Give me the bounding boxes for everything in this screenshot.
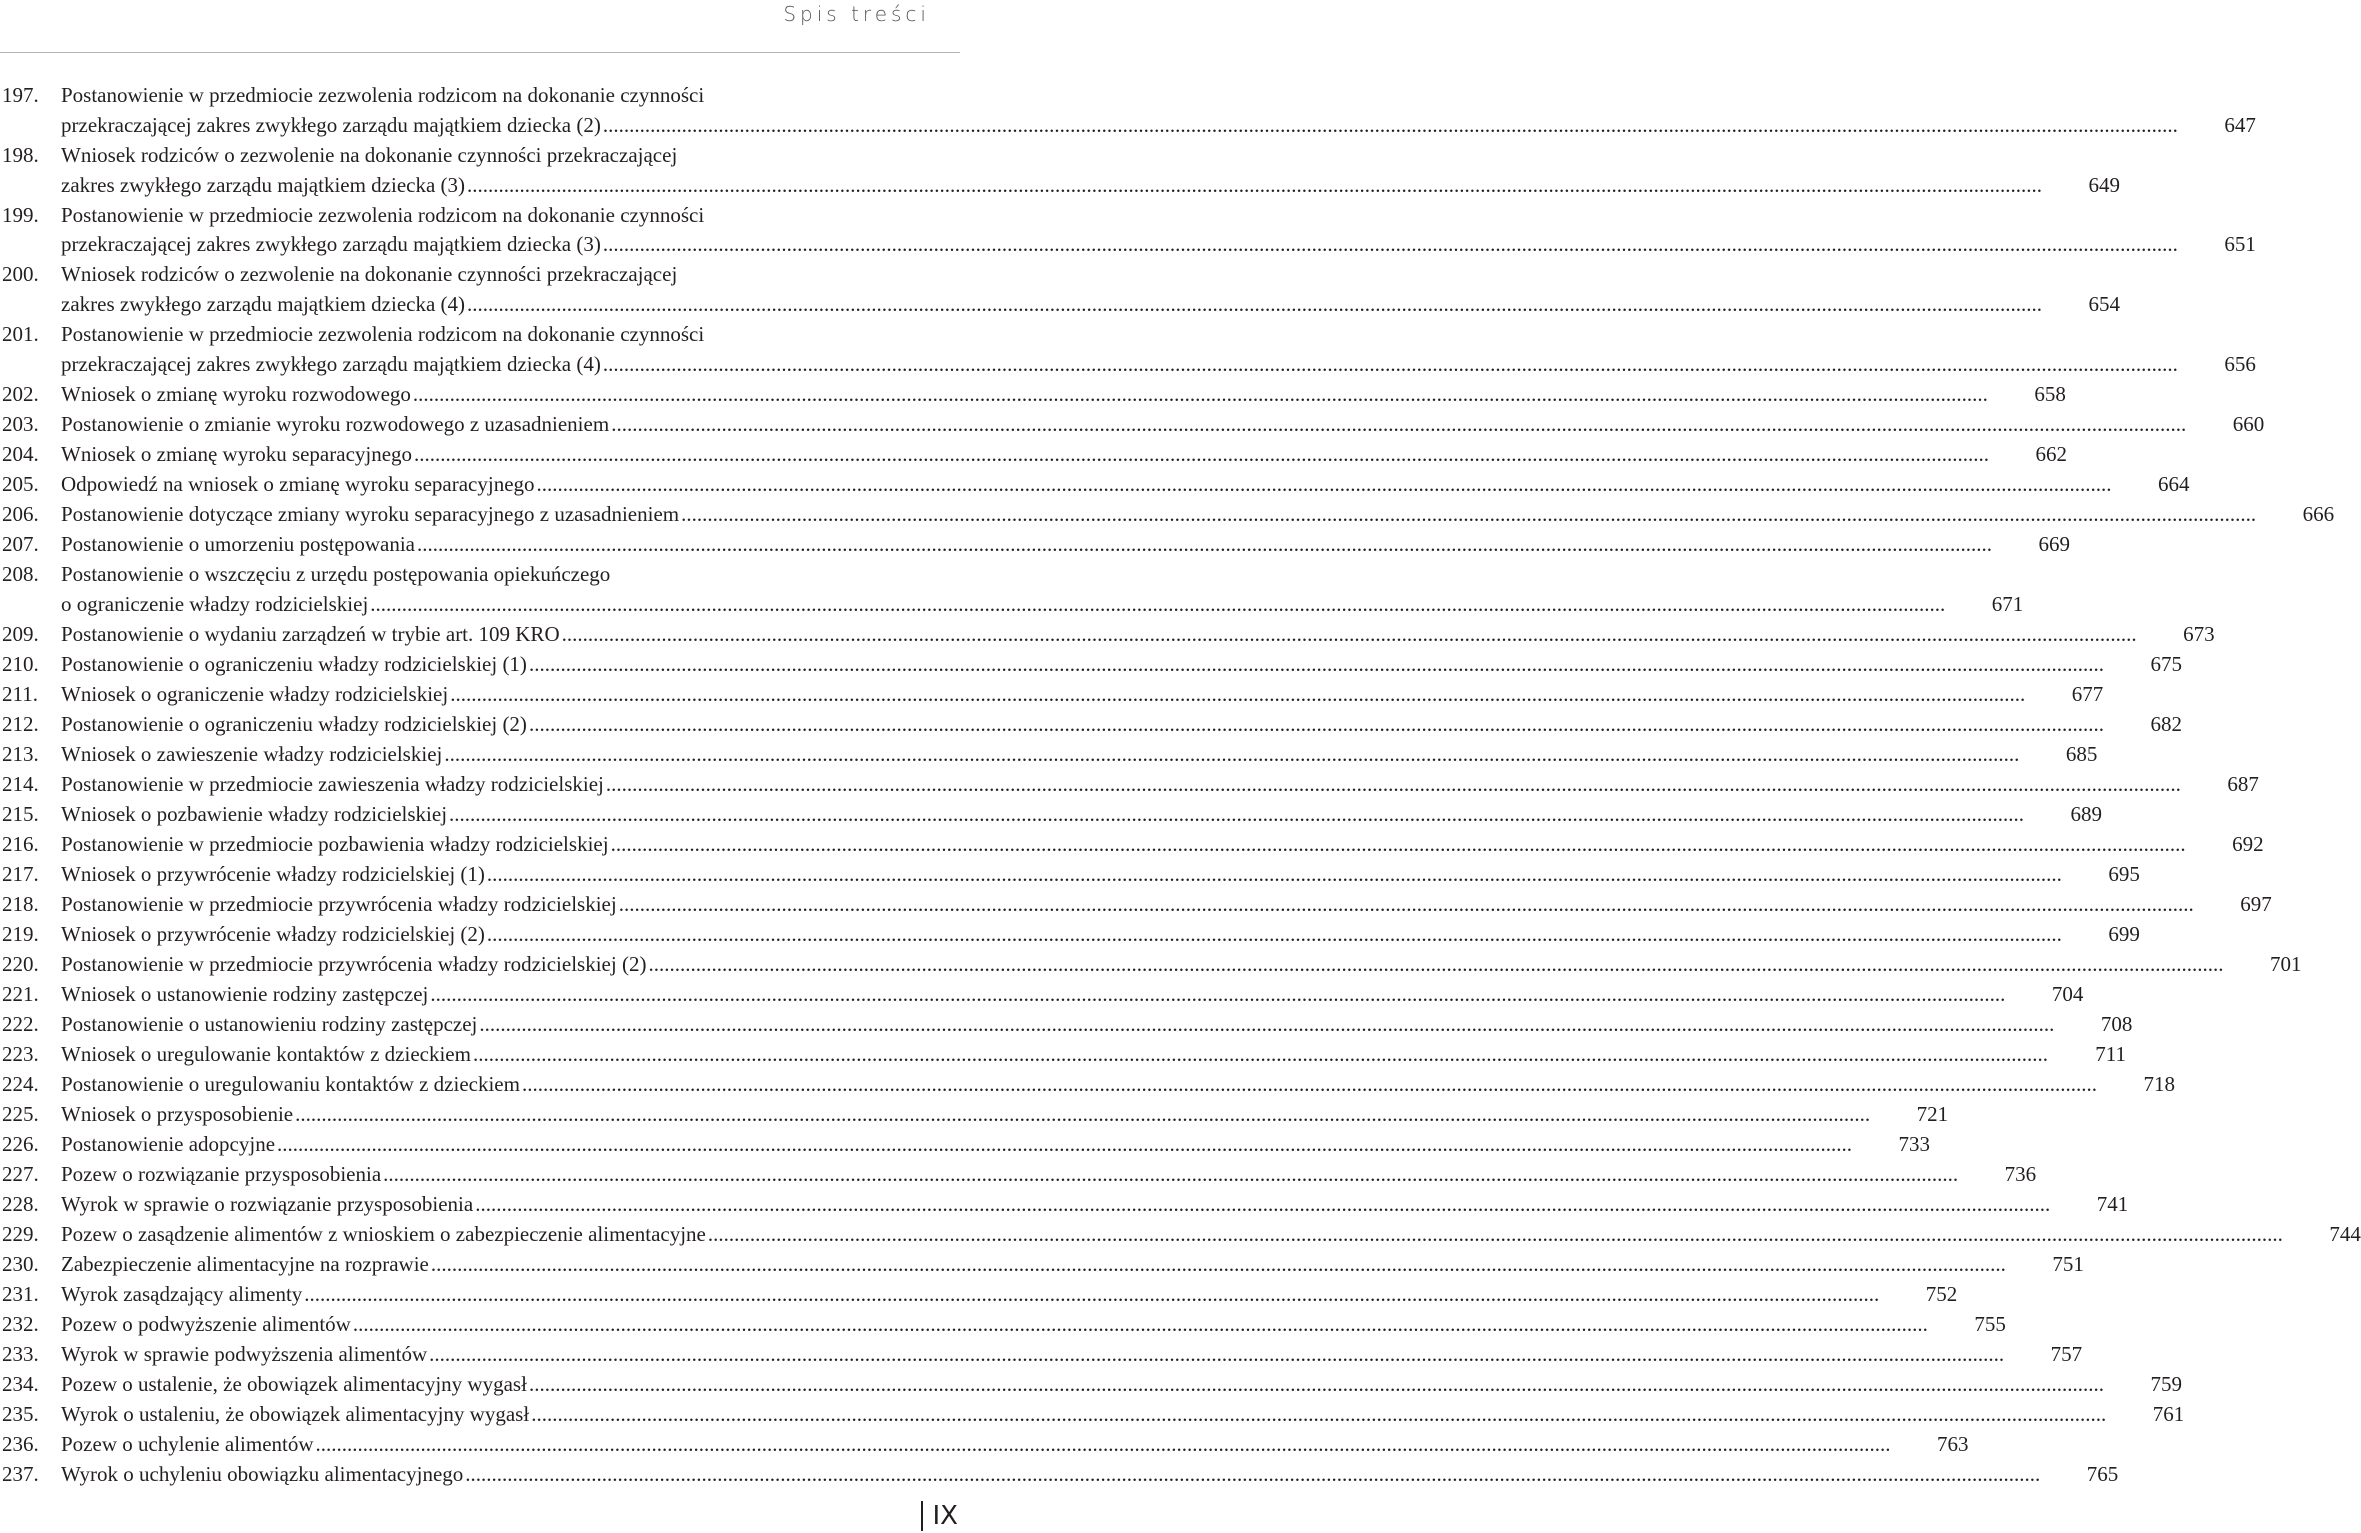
- entry-title-line: Odpowiedź na wniosek o zmianę wyroku separacyjnego: [61, 471, 535, 496]
- entry-title-line: Wniosek o zmianę wyroku rozwodowego: [61, 381, 411, 406]
- entry-last-line: [61, 830, 2264, 860]
- page-number: 765: [2086, 1461, 2119, 1486]
- dot-leader: ............................................................................................................................................................................................................................................................................................................: [465, 1461, 2041, 1486]
- toc-entry[interactable]: [2, 410, 2265, 440]
- dot-leader: ............................................................................................................................................................................................................................................................................................................: [414, 441, 1990, 466]
- dot-leader: ............................................................................................................................................................................................................................................................................................................: [479, 1011, 2055, 1036]
- running-header: Spis treści: [783, 2, 930, 26]
- page-number: 759: [2150, 1371, 2182, 1396]
- toc-entry[interactable]: [2, 680, 2104, 710]
- entry-title-line: Postanowienie adopcyjne: [61, 1131, 276, 1156]
- toc-entry[interactable]: [2, 1010, 2133, 1040]
- entry-title-line: Wniosek rodziców o zezwolenie na dokonanie czynności przekraczającej: [61, 142, 678, 167]
- entry-number: 202.: [2, 381, 39, 406]
- entry-body: [61, 440, 2068, 470]
- page-number: 662: [2035, 441, 2068, 466]
- entry-body: [61, 320, 2256, 380]
- page-number: 744: [2329, 1221, 2361, 1246]
- entry-title-line: Wniosek o przysposobienie: [61, 1101, 294, 1126]
- entry-number: 227.: [2, 1161, 39, 1186]
- page-number: 708: [2100, 1011, 2133, 1036]
- dot-leader: ............................................................................................................................................................................................................................................................................................................: [467, 172, 2043, 197]
- page-number: 651: [2224, 232, 2256, 257]
- page-number: 671: [1991, 591, 2024, 616]
- entry-body: [61, 740, 2098, 770]
- dot-leader: ............................................................................................................................................................................................................................................................................................................: [521, 1071, 2097, 1096]
- dot-leader: ............................................................................................................................................................................................................................................................................................................: [602, 112, 2178, 137]
- toc-entry[interactable]: [2, 1310, 2006, 1340]
- entry-title-line: Wniosek o zmianę wyroku separacyjnego: [61, 441, 413, 466]
- page-number: 695: [2108, 861, 2140, 886]
- toc-entry[interactable]: [2, 260, 2121, 320]
- entry-number: 216.: [2, 831, 39, 856]
- page-number: 677: [2071, 681, 2104, 706]
- entry-last-line: [61, 680, 2104, 710]
- toc-entry[interactable]: [2, 980, 2084, 1010]
- page-number: 664: [2158, 471, 2190, 496]
- entry-number: 203.: [2, 411, 39, 436]
- entry-body: [61, 1370, 2182, 1400]
- toc-entry[interactable]: [2, 380, 2066, 410]
- toc-entry[interactable]: [2, 830, 2264, 860]
- dot-leader: ............................................................................................................................................................................................................................................................................................................: [304, 1281, 1880, 1306]
- toc-entry[interactable]: [2, 1160, 2037, 1190]
- entry-title-line: Wyrok zasądzający alimenty: [61, 1281, 303, 1306]
- entry-number: 205.: [2, 471, 39, 496]
- dot-leader: ............................................................................................................................................................................................................................................................................................................: [450, 681, 2026, 706]
- dot-leader: ............................................................................................................................................................................................................................................................................................................: [707, 1221, 2283, 1246]
- entry-number: 232.: [2, 1311, 39, 1336]
- entry-body: [61, 1070, 2175, 1100]
- page-number: 718: [2143, 1071, 2175, 1096]
- page-number: 660: [2232, 411, 2265, 436]
- page-number: 666: [2302, 501, 2335, 526]
- entry-last-line: [61, 950, 2302, 980]
- entry-number: 222.: [2, 1011, 39, 1036]
- entry-title-line: Wniosek o przywrócenie władzy rodzicielskiej (2): [61, 921, 485, 946]
- page-number: 761: [2152, 1401, 2185, 1426]
- entry-title-line: Pozew o ustalenie, że obowiązek alimentacyjny wygasł: [61, 1371, 527, 1396]
- entry-last-line: [61, 620, 2215, 650]
- dot-leader: ............................................................................................................................................................................................................................................................................................................: [561, 621, 2137, 646]
- entry-body: [61, 980, 2084, 1010]
- entry-number: 206.: [2, 501, 39, 526]
- toc-entry[interactable]: [2, 860, 2140, 890]
- entry-number: 204.: [2, 441, 39, 466]
- entry-number: 209.: [2, 621, 39, 646]
- entry-title-line: Postanowienie w przedmiocie zezwolenia rodzicom na dokonanie czynności: [61, 202, 705, 227]
- entry-last-line: [61, 770, 2259, 800]
- entry-body: [61, 800, 2103, 830]
- page-number: 699: [2108, 921, 2140, 946]
- dot-leader: ............................................................................................................................................................................................................................................................................................................: [295, 1101, 1871, 1126]
- page-number: 736: [2004, 1161, 2037, 1186]
- page-number: 673: [2183, 621, 2215, 646]
- entry-last-line: [61, 890, 2272, 920]
- entry-last-line: [61, 380, 2066, 410]
- entry-title-line: Wniosek o zawieszenie władzy rodzicielskiej: [61, 741, 443, 766]
- entry-number: 234.: [2, 1371, 39, 1396]
- toc-entry[interactable]: [2, 81, 2256, 141]
- page-number: 733: [1898, 1131, 1931, 1156]
- entry-body: [61, 770, 2259, 800]
- entry-last-line: [61, 1010, 2133, 1040]
- entry-number: 214.: [2, 771, 39, 796]
- entry-body: [61, 860, 2140, 890]
- entry-number: 236.: [2, 1431, 39, 1456]
- entry-last-line: [61, 500, 2335, 530]
- entry-title-line: Postanowienie w przedmiocie pozbawienia władzy rodzicielskiej: [61, 831, 609, 856]
- entry-body: [61, 560, 2024, 620]
- toc-entry[interactable]: [2, 530, 2071, 560]
- toc-entry[interactable]: [2, 1340, 2083, 1370]
- dot-leader: ............................................................................................................................................................................................................................................................................................................: [417, 531, 1993, 556]
- entry-title-line: zakres zwykłego zarządu majątkiem dziecka (3): [61, 172, 466, 197]
- header-rule: [0, 52, 960, 53]
- entry-last-line: [61, 1310, 2006, 1340]
- dot-leader: ............................................................................................................................................................................................................................................................................................................: [618, 891, 2194, 916]
- entry-number: 225.: [2, 1101, 39, 1126]
- entry-title-line: Pozew o rozwiązanie przysposobienia: [61, 1161, 382, 1186]
- entry-title-line: Postanowienie o ograniczeniu władzy rodzicielskiej (2): [61, 711, 527, 736]
- entry-title-line: Postanowienie o wydaniu zarządzeń w trybie art. 109 KRO: [61, 621, 560, 646]
- dot-leader: ............................................................................................................................................................................................................................................................................................................: [444, 741, 2020, 766]
- entry-title-line: Postanowienie dotyczące zmiany wyroku separacyjnego z uzasadnieniem: [61, 501, 680, 526]
- entry-body: [61, 1100, 1949, 1130]
- entry-title-line: Pozew o zasądzenie alimentów z wnioskiem o zabezpieczenie alimentacyjne: [61, 1221, 706, 1246]
- entry-number: 224.: [2, 1071, 39, 1096]
- table-of-contents: [2, 81, 2361, 1490]
- entry-number: 230.: [2, 1251, 39, 1276]
- entry-last-line: [61, 1100, 1949, 1130]
- entry-number: 229.: [2, 1221, 39, 1246]
- entry-body: [61, 201, 2256, 261]
- page-number: 751: [2052, 1251, 2084, 1276]
- toc-entry[interactable]: [2, 950, 2302, 980]
- entry-body: [61, 1130, 1931, 1160]
- entry-number: 217.: [2, 861, 39, 886]
- entry-number: 215.: [2, 801, 39, 826]
- entry-title-line: Postanowienie w przedmiocie przywrócenia władzy rodzicielskiej: [61, 891, 617, 916]
- page-number: 654: [2088, 292, 2121, 316]
- entry-title-line: Pozew o uchylenie alimentów: [61, 1431, 314, 1456]
- entry-title-line: Wyrok w sprawie podwyższenia alimentów: [61, 1341, 428, 1366]
- toc-entry[interactable]: [2, 1220, 2361, 1250]
- entry-number: 228.: [2, 1191, 39, 1216]
- entry-title-line: o ograniczenie władzy rodzicielskiej: [61, 591, 369, 616]
- toc-entry[interactable]: [2, 1430, 1969, 1460]
- entry-body: [61, 380, 2066, 410]
- entry-last-line: [61, 1160, 2037, 1190]
- entry-title-line: Postanowienie o uregulowaniu kontaktów z dzieckiem: [61, 1071, 520, 1096]
- entry-title-line: Postanowienie o ograniczeniu władzy rodzicielskiej (1): [61, 651, 527, 676]
- page-number: 647: [2224, 112, 2256, 137]
- entry-last-line: [61, 290, 2121, 320]
- entry-last-line: [61, 171, 2121, 201]
- entry-last-line: [61, 1250, 2084, 1280]
- toc-entry[interactable]: [2, 1250, 2084, 1280]
- entry-last-line: [61, 1070, 2175, 1100]
- entry-title-line: Postanowienie o zmianie wyroku rozwodowego z uzasadnieniem: [61, 411, 610, 436]
- dot-leader: ............................................................................................................................................................................................................................................................................................................: [315, 1431, 1891, 1456]
- page-folio: IX: [921, 1501, 958, 1531]
- page-number: 757: [2050, 1341, 2083, 1366]
- entry-body: [61, 1220, 2361, 1250]
- page-number: 656: [2224, 351, 2256, 376]
- dot-leader: ............................................................................................................................................................................................................................................................................................................: [531, 1401, 2107, 1426]
- toc-entry[interactable]: [2, 141, 2121, 201]
- entry-body: [61, 620, 2215, 650]
- entry-title-line: Postanowienie o wszczęciu z urzędu postępowania opiekuńczego: [61, 561, 611, 586]
- entry-title-line: zakres zwykłego zarządu majątkiem dziecka (4): [61, 292, 466, 316]
- entry-number: 226.: [2, 1131, 39, 1156]
- entry-number: 210.: [2, 651, 39, 676]
- entry-last-line: [61, 410, 2265, 440]
- entry-last-line: [61, 590, 2024, 620]
- entry-number: 218.: [2, 891, 39, 916]
- entry-title-line: Postanowienie w przedmiocie przywrócenia władzy rodzicielskiej (2): [61, 951, 647, 976]
- page-number: 675: [2150, 651, 2182, 676]
- entry-last-line: [61, 440, 2068, 470]
- entry-last-line: [61, 530, 2071, 560]
- entry-title-line: Postanowienie o umorzeniu postępowania: [61, 531, 416, 556]
- entry-title-line: Postanowienie w przedmiocie zezwolenia rodzicom na dokonanie czynności: [61, 83, 705, 107]
- entry-body: [61, 81, 2256, 141]
- entry-number: 213.: [2, 741, 39, 766]
- toc-entry[interactable]: [2, 620, 2215, 650]
- entry-title-line: Pozew o podwyższenie alimentów: [61, 1311, 351, 1336]
- page-number: 721: [1916, 1101, 1949, 1126]
- entry-body: [61, 680, 2104, 710]
- dot-leader: ............................................................................................................................................................................................................................................................................................................: [610, 831, 2186, 856]
- entry-title-line: Wniosek rodziców o zezwolenie na dokonanie czynności przekraczającej: [61, 262, 678, 287]
- entry-body: [61, 1250, 2084, 1280]
- entry-body: [61, 500, 2335, 530]
- dot-leader: ............................................................................................................................................................................................................................................................................................................: [602, 232, 2178, 257]
- entry-title-line: Wniosek o uregulowanie kontaktów z dzieckiem: [61, 1041, 471, 1066]
- entry-number: 200.: [2, 262, 39, 287]
- dot-leader: ............................................................................................................................................................................................................................................................................................................: [605, 771, 2181, 796]
- toc-entry[interactable]: [2, 1130, 1931, 1160]
- dot-leader: ............................................................................................................................................................................................................................................................................................................: [352, 1311, 1928, 1336]
- entry-number: 219.: [2, 921, 39, 946]
- dot-leader: ............................................................................................................................................................................................................................................................................................................: [611, 411, 2187, 436]
- dot-leader: ............................................................................................................................................................................................................................................................................................................: [472, 1041, 2048, 1066]
- entry-number: 233.: [2, 1341, 39, 1366]
- entry-number: 201.: [2, 322, 39, 346]
- toc-entry[interactable]: [2, 890, 2272, 920]
- entry-number: 220.: [2, 951, 39, 976]
- entry-number: 208.: [2, 561, 39, 586]
- entry-last-line: [61, 230, 2256, 260]
- entry-title-line: Postanowienie w przedmiocie zawieszenia władzy rodzicielskiej: [61, 771, 604, 796]
- dot-leader: ............................................................................................................................................................................................................................................................................................................: [467, 292, 2043, 316]
- toc-entry[interactable]: [2, 500, 2335, 530]
- entry-title-line: Postanowienie o ustanowieniu rodziny zastępczej: [61, 1011, 478, 1036]
- entry-last-line: [61, 1040, 2126, 1070]
- entry-body: [61, 1430, 1969, 1460]
- dot-leader: ............................................................................................................................................................................................................................................................................................................: [277, 1131, 1853, 1156]
- toc-entry[interactable]: [2, 1190, 2129, 1220]
- toc-entry[interactable]: [2, 1100, 1949, 1130]
- entry-last-line: [61, 111, 2256, 141]
- entry-last-line: [61, 1370, 2182, 1400]
- dot-leader: ............................................................................................................................................................................................................................................................................................................: [486, 921, 2062, 946]
- entry-number: 221.: [2, 981, 39, 1006]
- entry-title-line: Wyrok w sprawie o rozwiązanie przysposobienia: [61, 1191, 474, 1216]
- page-number: 752: [1925, 1281, 1958, 1306]
- entry-body: [61, 1400, 2185, 1430]
- dot-leader: ............................................................................................................................................................................................................................................................................................................: [648, 951, 2224, 976]
- toc-entry[interactable]: [2, 560, 2024, 620]
- entry-last-line: [61, 740, 2098, 770]
- entry-last-line: [61, 1220, 2361, 1250]
- entry-number: 211.: [2, 681, 38, 706]
- dot-leader: ............................................................................................................................................................................................................................................................................................................: [429, 1341, 2005, 1366]
- page-number: 649: [2088, 172, 2121, 197]
- toc-entry[interactable]: [2, 1040, 2126, 1070]
- entry-last-line: [61, 350, 2256, 380]
- entry-title-line: Wniosek o pozbawienie władzy rodzicielskiej: [61, 801, 448, 826]
- entry-title-line: Wniosek o przywrócenie władzy rodzicielskiej (1): [61, 861, 485, 886]
- entry-last-line: [61, 920, 2140, 950]
- page-number: 697: [2240, 891, 2272, 916]
- toc-entry[interactable]: [2, 1370, 2182, 1400]
- entry-body: [61, 1460, 2119, 1490]
- entry-body: [61, 1160, 2037, 1190]
- dot-leader: ............................................................................................................................................................................................................................................................................................................: [528, 711, 2104, 736]
- entry-last-line: [61, 1130, 1931, 1160]
- page-number: 682: [2150, 711, 2182, 736]
- entry-number: 197.: [2, 83, 39, 107]
- entry-body: [61, 710, 2182, 740]
- dot-leader: ............................................................................................................................................................................................................................................................................................................: [602, 351, 2178, 376]
- entry-body: [61, 1040, 2126, 1070]
- toc-entry[interactable]: [2, 470, 2190, 500]
- page-number: 658: [2034, 381, 2066, 406]
- toc-entry[interactable]: [2, 440, 2068, 470]
- page-number: 704: [2051, 981, 2084, 1006]
- page-number: 669: [2038, 531, 2071, 556]
- entry-body: [61, 950, 2302, 980]
- entry-body: [61, 1010, 2133, 1040]
- dot-leader: ............................................................................................................................................................................................................................................................................................................: [486, 861, 2062, 886]
- entry-last-line: [61, 860, 2140, 890]
- toc-entry[interactable]: [2, 1460, 2119, 1490]
- entry-title-line: Zabezpieczenie alimentacyjne na rozprawie: [61, 1251, 429, 1276]
- page-number: 755: [1974, 1311, 2006, 1336]
- entry-title-line: Wyrok o uchyleniu obowiązku alimentacyjnego: [61, 1461, 464, 1486]
- toc-entry[interactable]: [2, 710, 2182, 740]
- dot-leader: ............................................................................................................................................................................................................................................................................................................: [536, 471, 2112, 496]
- entry-body: [61, 530, 2071, 560]
- toc-entry[interactable]: [2, 800, 2103, 830]
- entry-body: [61, 890, 2272, 920]
- entry-last-line: [61, 1400, 2185, 1430]
- dot-leader: ............................................................................................................................................................................................................................................................................................................: [370, 591, 1946, 616]
- entry-last-line: [61, 470, 2190, 500]
- entry-body: [61, 920, 2140, 950]
- entry-body: [61, 1280, 1958, 1310]
- toc-entry[interactable]: [2, 201, 2256, 261]
- dot-leader: ............................................................................................................................................................................................................................................................................................................: [412, 381, 1988, 406]
- dot-leader: ............................................................................................................................................................................................................................................................................................................: [475, 1191, 2051, 1216]
- page-number: 741: [2096, 1191, 2129, 1216]
- toc-entry[interactable]: [2, 650, 2182, 680]
- entry-number: 235.: [2, 1401, 39, 1426]
- toc-entry[interactable]: [2, 1400, 2185, 1430]
- page-number: 685: [2065, 741, 2098, 766]
- toc-entry[interactable]: [2, 1070, 2175, 1100]
- entry-title-line: Postanowienie w przedmiocie zezwolenia rodzicom na dokonanie czynności: [61, 322, 705, 346]
- toc-entry[interactable]: [2, 320, 2256, 380]
- entry-last-line: [61, 1280, 1958, 1310]
- toc-entry[interactable]: [2, 920, 2140, 950]
- entry-number: 231.: [2, 1281, 39, 1306]
- entry-body: [61, 1310, 2006, 1340]
- entry-title-line: przekraczającej zakres zwykłego zarządu majątkiem dziecka (4): [61, 351, 601, 376]
- entry-body: [61, 1190, 2129, 1220]
- entry-title-line: przekraczającej zakres zwykłego zarządu majątkiem dziecka (3): [61, 232, 601, 257]
- dot-leader: ............................................................................................................................................................................................................................................................................................................: [383, 1161, 1959, 1186]
- entry-last-line: [61, 1460, 2119, 1490]
- page-number: 711: [2095, 1041, 2126, 1066]
- dot-leader: ............................................................................................................................................................................................................................................................................................................: [681, 501, 2257, 526]
- entry-body: [61, 470, 2190, 500]
- entry-body: [61, 410, 2265, 440]
- entry-number: 212.: [2, 711, 39, 736]
- entry-body: [61, 141, 2121, 201]
- entry-last-line: [61, 1190, 2129, 1220]
- entry-body: [61, 830, 2264, 860]
- entry-body: [61, 1340, 2083, 1370]
- entry-number: 199.: [2, 202, 39, 227]
- page-number: 687: [2227, 771, 2259, 796]
- toc-entry[interactable]: [2, 770, 2259, 800]
- entry-last-line: [61, 650, 2182, 680]
- dot-leader: ............................................................................................................................................................................................................................................................................................................: [449, 801, 2025, 826]
- entry-last-line: [61, 980, 2084, 1010]
- entry-title-line: przekraczającej zakres zwykłego zarządu majątkiem dziecka (2): [61, 112, 601, 137]
- entry-number: 223.: [2, 1041, 39, 1066]
- entry-number: 198.: [2, 142, 39, 167]
- dot-leader: ............................................................................................................................................................................................................................................................................................................: [528, 1371, 2104, 1396]
- page-number: 701: [2269, 951, 2302, 976]
- entry-body: [61, 260, 2121, 320]
- entry-title-line: Wyrok o ustaleniu, że obowiązek alimentacyjny wygasł: [61, 1401, 530, 1426]
- entry-body: [61, 650, 2182, 680]
- entry-last-line: [61, 800, 2103, 830]
- dot-leader: ............................................................................................................................................................................................................................................................................................................: [528, 651, 2104, 676]
- page-number: 692: [2232, 831, 2264, 856]
- entry-last-line: [61, 1340, 2083, 1370]
- dot-leader: ............................................................................................................................................................................................................................................................................................................: [430, 981, 2006, 1006]
- entry-title-line: Wniosek o ustanowienie rodziny zastępczej: [61, 981, 429, 1006]
- page-number: 689: [2070, 801, 2103, 826]
- entry-title-line: Wniosek o ograniczenie władzy rodzicielskiej: [61, 681, 449, 706]
- dot-leader: ............................................................................................................................................................................................................................................................................................................: [430, 1251, 2006, 1276]
- toc-entry[interactable]: [2, 740, 2098, 770]
- entry-last-line: [61, 710, 2182, 740]
- page-number: 763: [1937, 1431, 1969, 1456]
- entry-last-line: [61, 1430, 1969, 1460]
- entry-number: 237.: [2, 1461, 39, 1486]
- toc-entry[interactable]: [2, 1280, 1958, 1310]
- entry-number: 207.: [2, 531, 39, 556]
